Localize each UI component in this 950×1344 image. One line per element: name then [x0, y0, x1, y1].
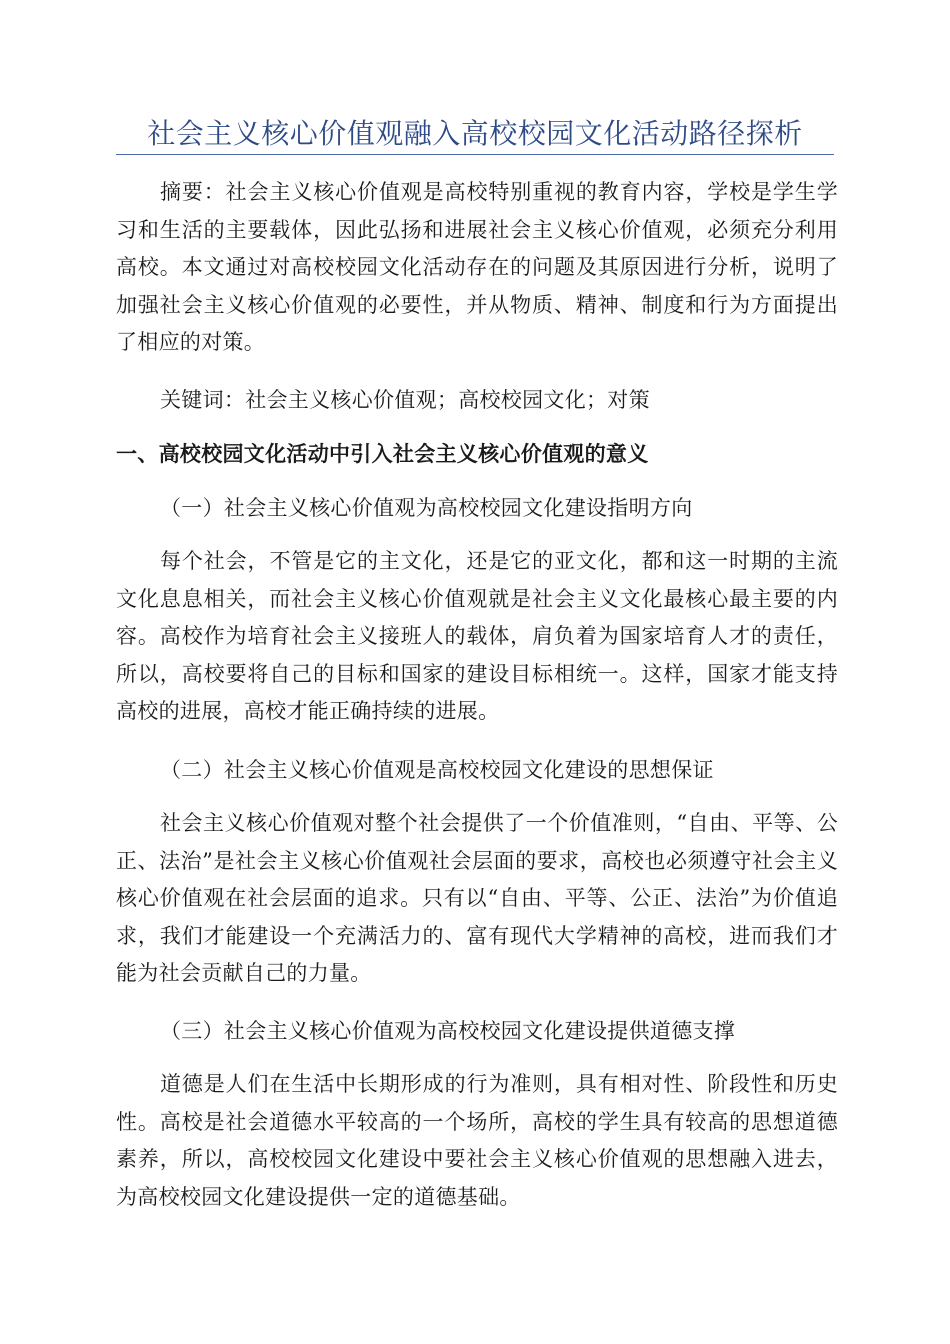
- subsection-body-3: 道德是人们在生活中长期形成的行为准则，具有相对性、阶段性和历史性。高校是社会道德水平较高的一个场所，高校的学生具有较高的思想道德素养，所以，高校校园文化建设中要社会主义核心价值观的思想融入进去，为高校校园文化建设提供一定的道德基础。: [116, 1072, 838, 1209]
- abstract-paragraph: 摘要：社会主义核心价值观是高校特别重视的教育内容，学校是学生学习和生活的主要载体，因此弘扬和进展社会主义核心价值观，必须充分利用高校。本文通过对高校校园文化活动存在的问题及其原因进行分析，说明了加强社会主义核心价值观的必要性，并从物质、精神、制度和行为方面提出了相应的对策。: [116, 180, 838, 354]
- subsection-heading-2: （二）社会主义核心价值观是高校校园文化建设的思想保证: [160, 758, 714, 782]
- section-heading: 一、高校校园文化活动中引入社会主义核心价值观的意义: [116, 442, 649, 466]
- title-underline: [116, 154, 834, 155]
- keywords-line: 关键词：社会主义核心价值观；高校校园文化；对策: [160, 388, 650, 412]
- subsection-heading-3: （三）社会主义核心价值观为高校校园文化建设提供道德支撑: [160, 1019, 736, 1043]
- subsection-heading-1: （一）社会主义核心价值观为高校校园文化建设指明方向: [160, 496, 693, 520]
- document-title: 社会主义核心价值观融入高校校园文化活动路径探析: [147, 117, 803, 150]
- subsection-body-2: 社会主义核心价值观对整个社会提供了一个价值准则，“自由、平等、公正、法治”是社会主义核心价值观社会层面的要求，高校也必须遵守社会主义核心价值观在社会层面的追求。只有以“自由、平等、公正、法治”为价值追求，我们才能建设一个充满活力的、富有现代大学精神的高校，进而我们才能为社会贡献自己的力量。: [116, 811, 838, 985]
- subsection-body-1: 每个社会，不管是它的主文化，还是它的亚文化，都和这一时期的主流文化息息相关，而社会主义核心价值观就是社会主义文化最核心最主要的内容。高校作为培育社会主义接班人的载体，肩负着为国家培育人才的责任，所以，高校要将自己的目标和国家的建设目标相统一。这样，国家才能支持高校的进展，高校才能正确持续的进展。: [116, 549, 838, 723]
